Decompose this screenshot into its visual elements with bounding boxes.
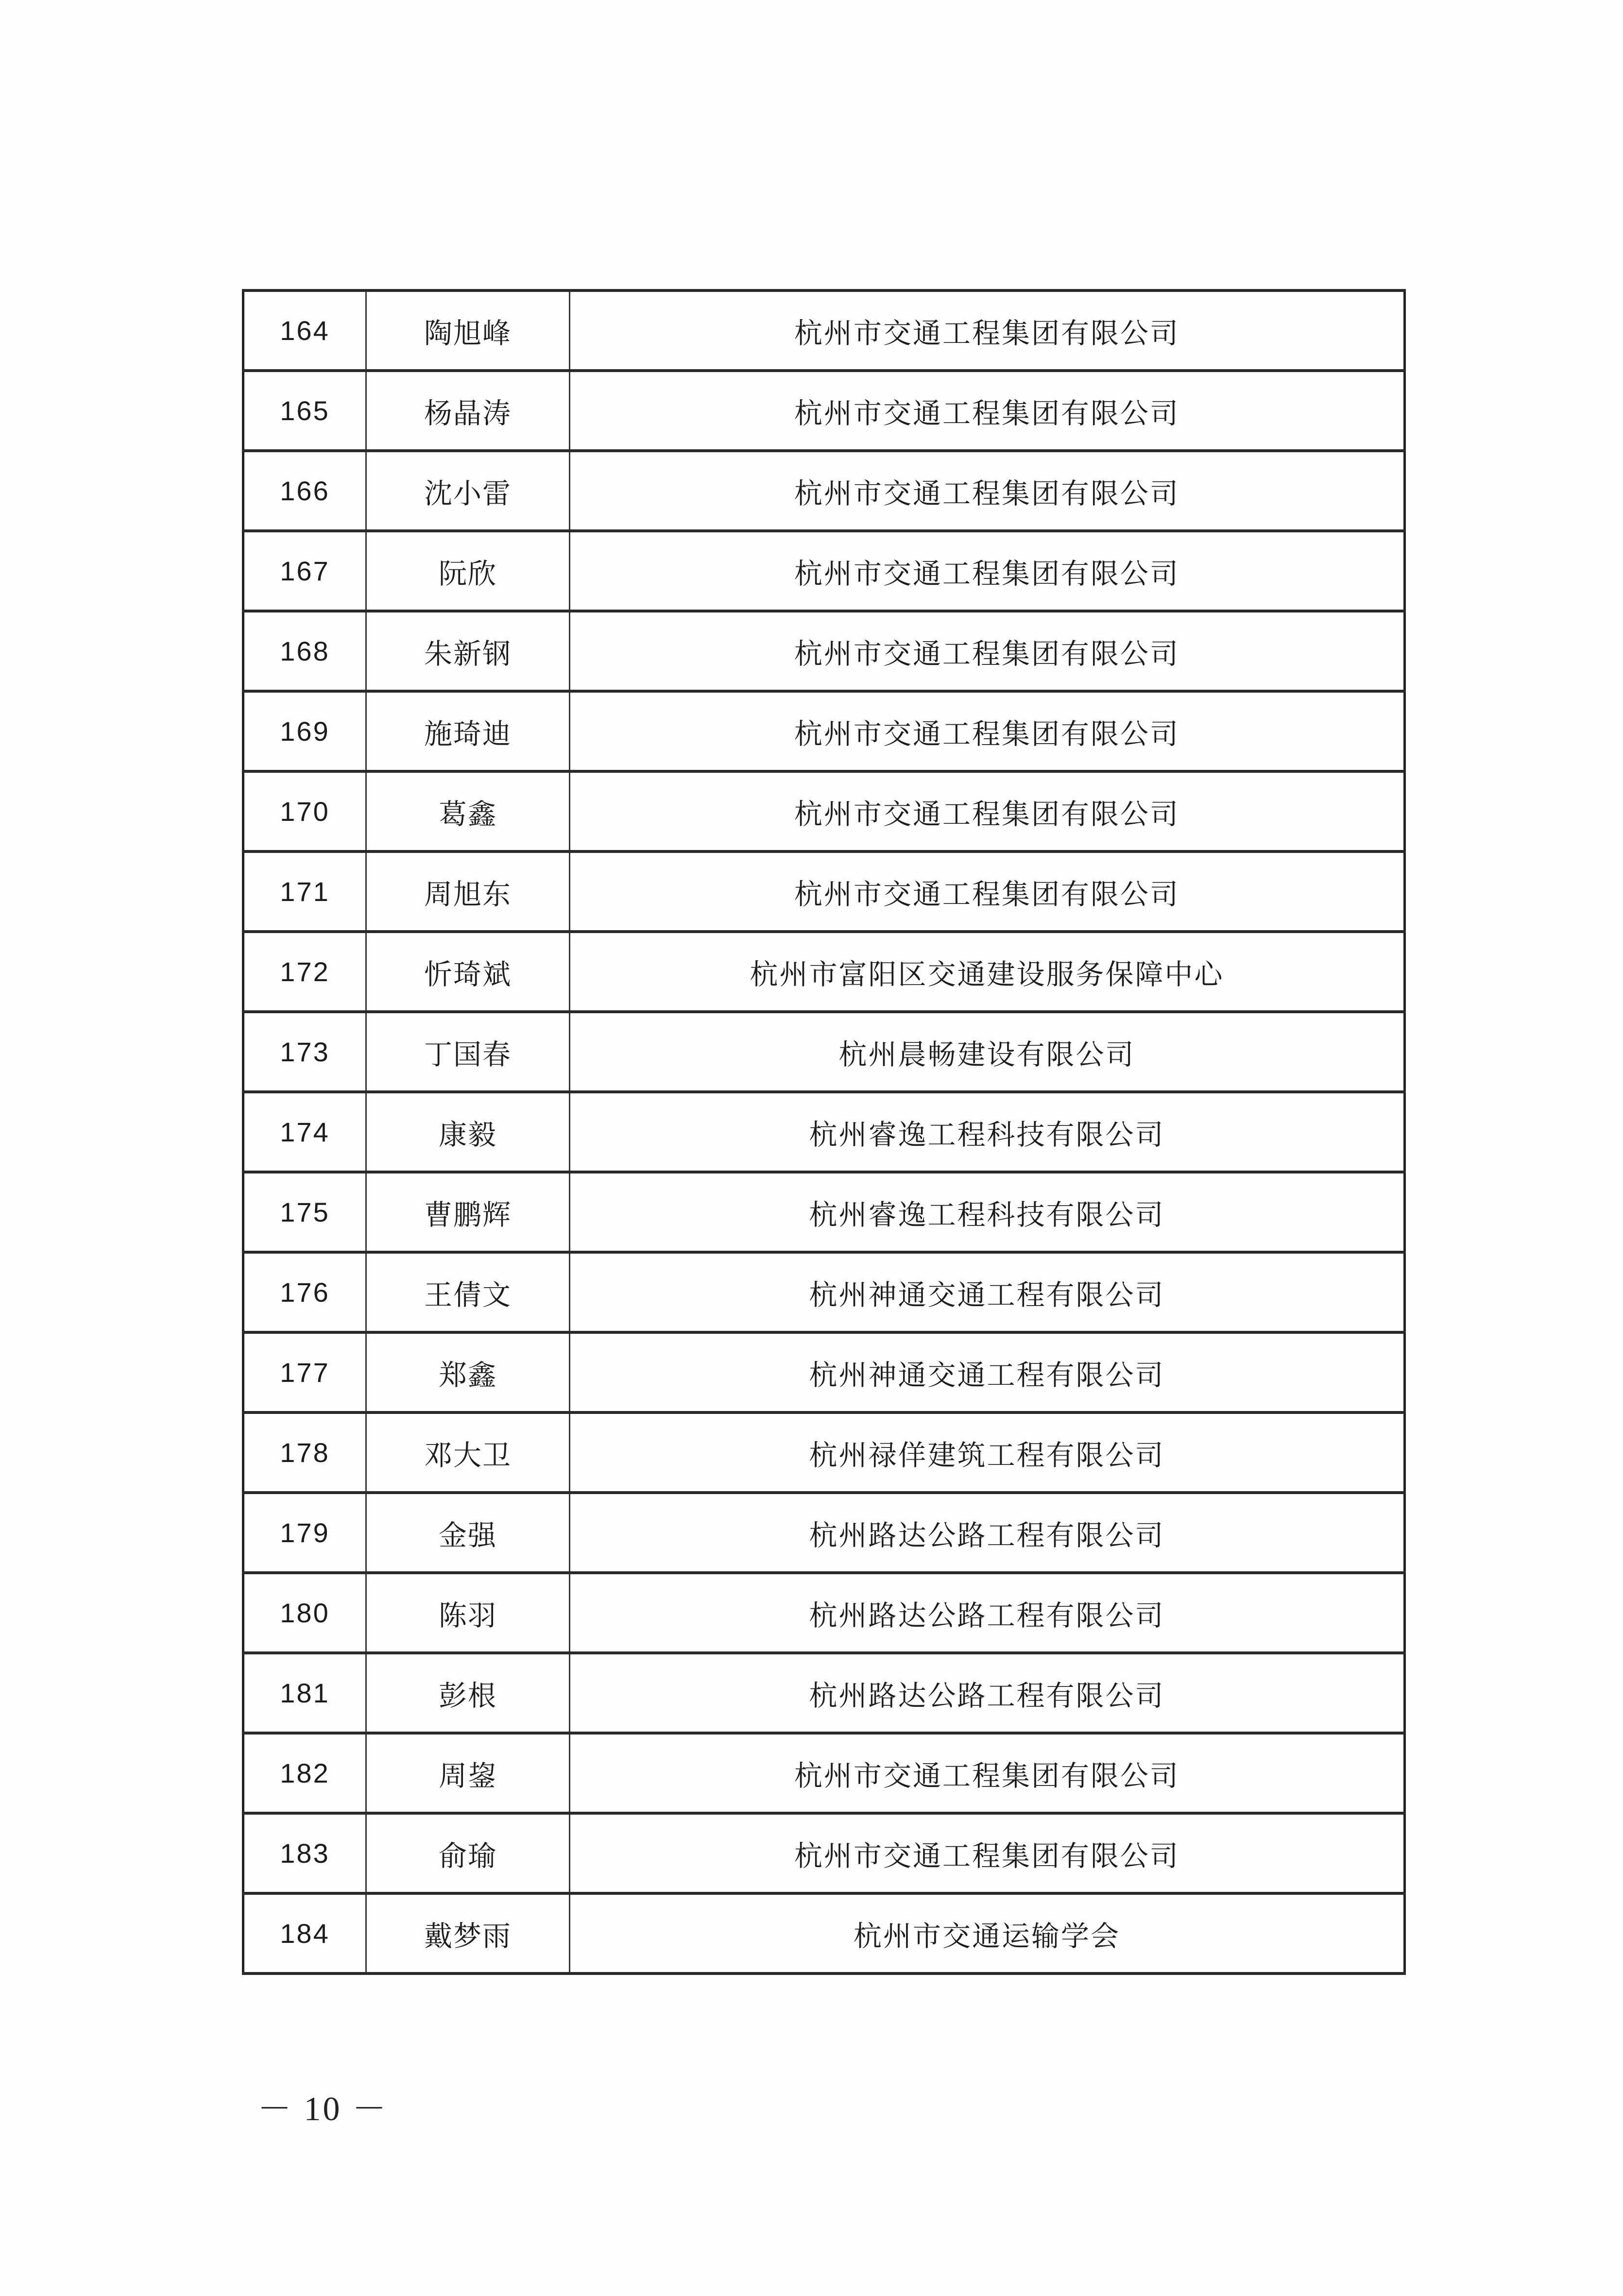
person-name-cell: 陈羽 xyxy=(366,1573,570,1653)
organization-cell: 杭州路达公路工程有限公司 xyxy=(570,1493,1405,1573)
person-name-cell: 周旭东 xyxy=(366,851,570,932)
row-number-cell: 171 xyxy=(243,851,366,932)
person-name-cell: 邓大卫 xyxy=(366,1412,570,1493)
person-name-cell: 丁国春 xyxy=(366,1012,570,1092)
person-name-cell: 戴梦雨 xyxy=(366,1893,570,1973)
organization-cell: 杭州睿逸工程科技有限公司 xyxy=(570,1092,1405,1172)
table-row xyxy=(243,1012,1405,1092)
person-name-cell: 阮欣 xyxy=(366,531,570,611)
table-row xyxy=(243,1573,1405,1653)
row-number-cell: 168 xyxy=(243,611,366,691)
table-row xyxy=(243,932,1405,1012)
table-row xyxy=(243,1332,1405,1412)
person-name-cell: 俞瑜 xyxy=(366,1813,570,1893)
row-number-cell: 164 xyxy=(243,290,366,371)
table-row xyxy=(243,531,1405,611)
roster-table xyxy=(242,289,1406,1975)
organization-cell: 杭州市交通工程集团有限公司 xyxy=(570,611,1405,691)
organization-cell: 杭州神通交通工程有限公司 xyxy=(570,1252,1405,1332)
row-number-cell: 177 xyxy=(243,1332,366,1412)
table-row xyxy=(243,1493,1405,1573)
table-row xyxy=(243,1412,1405,1493)
table-row xyxy=(243,1092,1405,1172)
table-row xyxy=(243,371,1405,451)
row-number-cell: 167 xyxy=(243,531,366,611)
table-row xyxy=(243,1813,1405,1893)
organization-cell: 杭州市交通工程集团有限公司 xyxy=(570,1813,1405,1893)
table-row xyxy=(243,1893,1405,1973)
row-number-cell: 174 xyxy=(243,1092,366,1172)
row-number-cell: 183 xyxy=(243,1813,366,1893)
row-number-cell: 165 xyxy=(243,371,366,451)
organization-cell: 杭州市交通工程集团有限公司 xyxy=(570,371,1405,451)
organization-cell: 杭州市交通工程集团有限公司 xyxy=(570,851,1405,932)
organization-cell: 杭州路达公路工程有限公司 xyxy=(570,1653,1405,1733)
table-row xyxy=(243,1172,1405,1252)
table-row xyxy=(243,771,1405,851)
organization-cell: 杭州晨畅建设有限公司 xyxy=(570,1012,1405,1092)
organization-cell: 杭州市交通工程集团有限公司 xyxy=(570,531,1405,611)
row-number-cell: 176 xyxy=(243,1252,366,1332)
organization-cell: 杭州禄佯建筑工程有限公司 xyxy=(570,1412,1405,1493)
row-number-cell: 166 xyxy=(243,451,366,531)
person-name-cell: 曹鹏辉 xyxy=(366,1172,570,1252)
person-name-cell: 朱新钢 xyxy=(366,611,570,691)
row-number-cell: 180 xyxy=(243,1573,366,1653)
page-number: － 10 － xyxy=(257,2091,388,2128)
table-row xyxy=(243,851,1405,932)
person-name-cell: 陶旭峰 xyxy=(366,290,570,371)
person-name-cell: 康毅 xyxy=(366,1092,570,1172)
person-name-cell: 王倩文 xyxy=(366,1252,570,1332)
organization-cell: 杭州市交通运输学会 xyxy=(570,1893,1405,1973)
organization-cell: 杭州市交通工程集团有限公司 xyxy=(570,1733,1405,1813)
table-row xyxy=(243,1252,1405,1332)
table-row xyxy=(243,1733,1405,1813)
person-name-cell: 金强 xyxy=(366,1493,570,1573)
organization-cell: 杭州市交通工程集团有限公司 xyxy=(570,290,1405,371)
row-number-cell: 173 xyxy=(243,1012,366,1092)
person-name-cell: 忻琦斌 xyxy=(366,932,570,1012)
row-number-cell: 182 xyxy=(243,1733,366,1813)
row-number-cell: 169 xyxy=(243,691,366,771)
organization-cell: 杭州市富阳区交通建设服务保障中心 xyxy=(570,932,1405,1012)
row-number-cell: 170 xyxy=(243,771,366,851)
row-number-cell: 172 xyxy=(243,932,366,1012)
row-number-cell: 179 xyxy=(243,1493,366,1573)
organization-cell: 杭州神通交通工程有限公司 xyxy=(570,1332,1405,1412)
organization-cell: 杭州市交通工程集团有限公司 xyxy=(570,451,1405,531)
organization-cell: 杭州市交通工程集团有限公司 xyxy=(570,691,1405,771)
person-name-cell: 葛鑫 xyxy=(366,771,570,851)
person-name-cell: 郑鑫 xyxy=(366,1332,570,1412)
table-row xyxy=(243,691,1405,771)
row-number-cell: 178 xyxy=(243,1412,366,1493)
person-name-cell: 彭根 xyxy=(366,1653,570,1733)
roster-table-body xyxy=(243,290,1405,1973)
person-name-cell: 周鋆 xyxy=(366,1733,570,1813)
organization-cell: 杭州睿逸工程科技有限公司 xyxy=(570,1172,1405,1252)
row-number-cell: 184 xyxy=(243,1893,366,1973)
table-row xyxy=(243,451,1405,531)
person-name-cell: 沈小雷 xyxy=(366,451,570,531)
table-row xyxy=(243,290,1405,371)
table-row xyxy=(243,611,1405,691)
person-name-cell: 施琦迪 xyxy=(366,691,570,771)
table-row xyxy=(243,1653,1405,1733)
person-name-cell: 杨晶涛 xyxy=(366,371,570,451)
organization-cell: 杭州路达公路工程有限公司 xyxy=(570,1573,1405,1653)
row-number-cell: 175 xyxy=(243,1172,366,1252)
row-number-cell: 181 xyxy=(243,1653,366,1733)
organization-cell: 杭州市交通工程集团有限公司 xyxy=(570,771,1405,851)
